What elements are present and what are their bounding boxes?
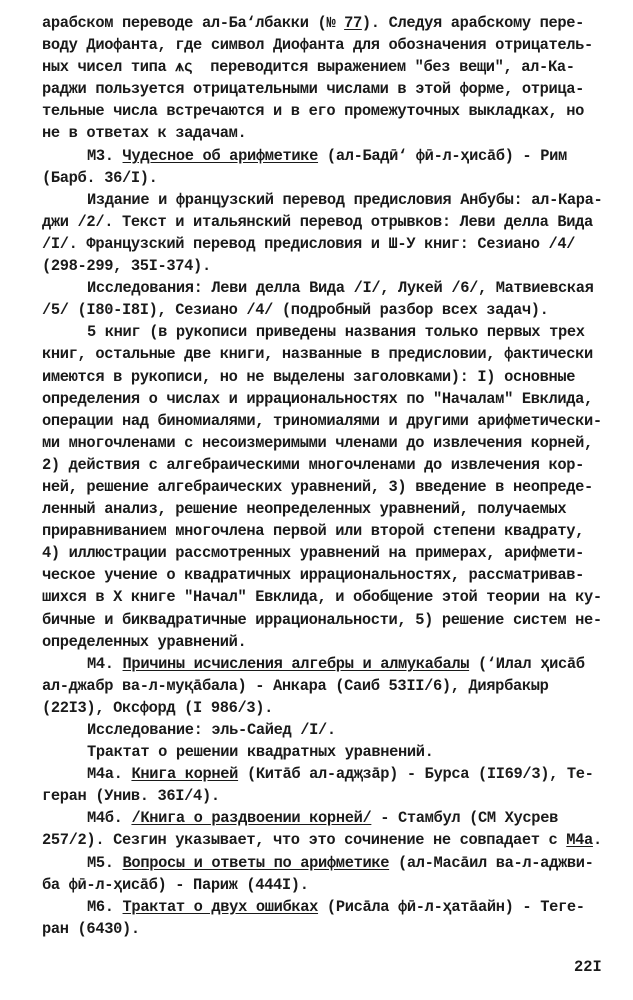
text-run: ми многочленами с несоизмеримыми членами до извлечения корней, <box>42 433 593 452</box>
text-line <box>42 631 598 653</box>
underlined-title: М4а <box>566 831 593 850</box>
text-run: (22I3), Оксфорд (I 986/3). <box>42 698 274 717</box>
text-line <box>42 564 598 586</box>
text-run: приравниванием многочлена первой или второй степени квадрату, <box>42 522 585 541</box>
text-line <box>42 675 598 697</box>
text-line <box>42 498 598 520</box>
text-run: М5. <box>87 853 123 872</box>
text-run: определения о числах и иррациональностях по "Началам" Евклида, <box>42 389 593 408</box>
text-line <box>42 852 598 874</box>
text-line <box>42 321 598 343</box>
text-line <box>42 918 598 940</box>
text-run: (Рисāла фӣ-л-ҳатāайн) - Теге- <box>318 897 585 916</box>
text-run: - Стамбул (СМ Хусрев <box>371 809 558 828</box>
text-line <box>42 542 598 564</box>
text-line <box>42 896 598 918</box>
text-line <box>42 100 598 122</box>
text-line <box>42 520 598 542</box>
text-run: М4а. <box>87 765 132 784</box>
text-run: 2) действия с алгебраическими многочленами до извлечения кор- <box>42 455 585 474</box>
text-run: (Китāб ал-адҗзāр) - Бурса (II69/3), Те- <box>238 765 594 784</box>
text-line <box>42 874 598 896</box>
text-run: геран (Унив. 36I/4). <box>42 787 220 806</box>
text-line <box>42 807 598 829</box>
text-line <box>42 785 598 807</box>
text-line <box>42 476 598 498</box>
document-page <box>42 12 603 940</box>
text-line <box>42 432 598 454</box>
text-line <box>42 741 598 763</box>
text-run: 5 книг (в рукописи приведены названия только первых трех <box>87 323 585 342</box>
text-run: М3. <box>87 146 123 165</box>
text-line <box>42 697 598 719</box>
underlined-title: Чудесное об арифметике <box>122 146 319 165</box>
underlined-title: Причины исчисления алгебры и алмукабалы <box>122 654 470 673</box>
text-run: арабском переводе ал-Ба‘лбакки (№ <box>42 14 345 32</box>
text-run: Издание и французский перевод предисловия Анбубы: ал-Кара- <box>87 190 603 209</box>
text-line <box>42 145 598 167</box>
text-run: не в ответах к задачам. <box>42 124 247 143</box>
text-line <box>42 343 598 365</box>
page-number: 22I <box>574 958 602 976</box>
text-line <box>42 586 602 608</box>
text-run: ней, решение алгебраических уравнений, 3) введение в неопреде- <box>42 477 593 496</box>
text-line <box>42 829 602 851</box>
text-line <box>42 34 598 56</box>
text-run: (ал-Бадӣ‘ фӣ-л-ҳисāб) - Рим <box>318 146 567 165</box>
underlined-title: Трактат о двух ошибках <box>122 897 319 916</box>
text-line <box>42 299 598 321</box>
text-run: (‘Илал ҳисāб <box>469 654 585 673</box>
text-line <box>42 454 598 476</box>
text-run: М6. <box>87 897 123 916</box>
text-line <box>42 255 598 277</box>
text-run: бичные и биквадратичные иррациональности, 5) решение систем не- <box>42 610 602 629</box>
text-run: тельные числа встречаются и в его промежуточных выкладках, но <box>42 102 585 121</box>
text-run: 4) иллюстрации рассмотренных уравнений на примерах, арифмети- <box>42 544 585 563</box>
text-run: воду Диофанта, где символ Диофанта для обозначения отрицатель- <box>42 36 593 55</box>
text-run: (298-299, 35I-374). <box>42 257 211 276</box>
text-line <box>42 719 598 741</box>
text-line <box>42 56 598 78</box>
text-run: /I/. Французский перевод предисловия и Ш-У книг: Сезиано /4/ <box>42 234 576 253</box>
text-run: ленный анализ, решение неопределенных уравнений, получаемых <box>42 500 567 519</box>
text-run: раджи пользуется отрицательными числами в этой форме, отрица- <box>42 80 585 99</box>
text-run: операции над биномиалями, триномиалями и другими арифметически- <box>42 411 602 430</box>
underlined-title: Книга корней <box>131 765 239 784</box>
text-line <box>42 189 603 211</box>
text-line <box>42 653 598 675</box>
text-line <box>42 78 598 100</box>
text-run: книг, остальные две книги, названные в предисловии, фактически <box>42 345 593 364</box>
text-line <box>42 388 598 410</box>
text-run: ческое учение о квадратичных иррациональностях, рассматривав- <box>42 566 585 585</box>
text-run: ба фӣ-л-ҳисāб) - Париж (444I). <box>42 875 309 894</box>
text-line <box>42 410 602 432</box>
text-line <box>42 366 598 388</box>
text-line <box>42 763 598 785</box>
text-run: 257/2). Сезгин указывает, что это сочинение не совпадает с <box>42 831 567 850</box>
text-run: ных чисел типа ⩚ς переводится выражением "без вещи", ал-Ка- <box>42 58 575 77</box>
text-run: ал-джабр ва-л-муқāбала) - Анкара (Саиб 53II/6), Диярбакыр <box>42 676 549 695</box>
text-run: /5/ (I80-I8I), Сезиано /4/ (подробный разбор всех задач). <box>42 301 549 320</box>
text-run: определенных уравнений. <box>42 632 247 651</box>
underlined-title: 77 <box>344 14 362 32</box>
text-run: М4. <box>87 654 123 673</box>
text-run: Исследования: Леви делла Вида /I/, Лукей /6/, Матвиевская <box>87 279 594 298</box>
text-run: М4б. <box>87 809 132 828</box>
text-run: (ал-Масāил ва-л-аджви- <box>389 853 594 872</box>
text-run: Трактат о решении квадратных уравнений. <box>87 743 434 762</box>
text-run: (Барб. 36/I). <box>42 168 158 187</box>
text-line <box>42 122 598 144</box>
text-line <box>42 12 598 34</box>
underlined-title: Вопросы и ответы по арифметике <box>122 853 390 872</box>
text-run: ). Следуя арабскому пере- <box>361 14 585 32</box>
text-line <box>42 211 598 233</box>
text-run: . <box>592 831 602 850</box>
text-run: шихся в X книге "Начал" Евклида, и обобщение этой теории на ку- <box>42 588 602 607</box>
text-run: Исследование: эль-Сайед /I/. <box>87 721 336 739</box>
text-line <box>42 277 598 299</box>
text-line <box>42 609 602 631</box>
text-line <box>42 167 598 189</box>
text-run: джи /2/. Текст и итальянский перевод отрывков: Леви делла Вида <box>42 212 593 231</box>
text-run: ран (6430). <box>42 919 140 938</box>
text-line <box>42 233 598 255</box>
text-run: имеются в рукописи, но не выделены заголовками): I) основные <box>42 367 576 386</box>
underlined-title: /Книга о раздвоении корней/ <box>131 809 372 828</box>
